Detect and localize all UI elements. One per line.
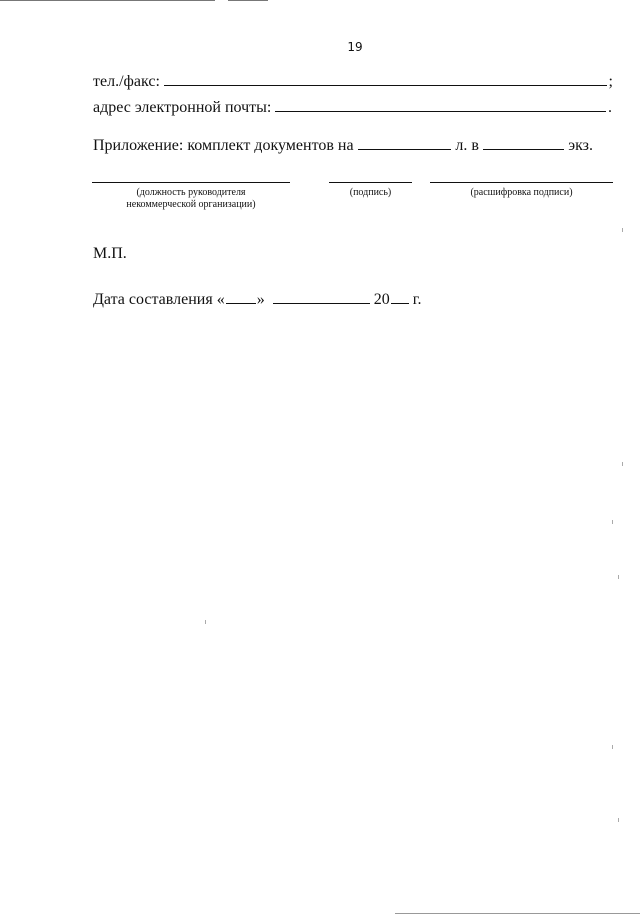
tel-fax-field[interactable] bbox=[164, 72, 607, 86]
email-row bbox=[93, 98, 612, 117]
signature-decoding-line[interactable] bbox=[430, 182, 613, 183]
scan-speck bbox=[622, 228, 623, 232]
appendix-copies-unit: экз. bbox=[568, 137, 593, 154]
scan-edge-top bbox=[0, 0, 215, 1]
position-caption-line1: (должность руководителя bbox=[136, 187, 246, 198]
scan-speck bbox=[612, 520, 613, 524]
date-label: Дата составления « bbox=[93, 291, 225, 308]
decoding-caption: (расшифровка подписи) bbox=[470, 187, 573, 198]
signature-line[interactable] bbox=[329, 182, 412, 183]
date-year-prefix: 20 bbox=[373, 291, 390, 308]
date-month-field[interactable] bbox=[273, 290, 370, 304]
position-caption bbox=[92, 187, 290, 211]
email-field[interactable] bbox=[275, 98, 606, 112]
scan-speck bbox=[618, 818, 619, 822]
page-number: 19 bbox=[347, 40, 363, 54]
tel-fax-row bbox=[93, 72, 613, 91]
date-year-suffix: г. bbox=[412, 291, 422, 308]
date-day-field[interactable] bbox=[226, 290, 256, 304]
email-label: адрес электронной почты: bbox=[93, 99, 272, 116]
appendix-pages-field[interactable] bbox=[358, 136, 452, 150]
scan-speck bbox=[612, 745, 613, 749]
email-end: . bbox=[608, 99, 612, 116]
position-signature-line[interactable] bbox=[92, 182, 290, 183]
signature-caption: (подпись) bbox=[349, 187, 392, 198]
stamp-place: М.П. bbox=[93, 245, 127, 262]
scan-edge-top-segment bbox=[228, 0, 268, 1]
tel-fax-label: тел./факс: bbox=[93, 73, 160, 90]
appendix-label: Приложение: комплект документов на bbox=[93, 137, 354, 154]
scan-speck bbox=[618, 575, 619, 579]
date-row bbox=[93, 290, 421, 309]
date-year-field[interactable] bbox=[391, 290, 409, 304]
scan-speck bbox=[622, 462, 623, 466]
appendix-copies-field[interactable] bbox=[483, 136, 564, 150]
date-close-quote: » bbox=[256, 291, 265, 308]
position-caption-line2: некоммерческой организации) bbox=[126, 199, 256, 210]
scan-speck bbox=[205, 620, 206, 624]
appendix-pages-unit: л. в bbox=[455, 137, 479, 154]
tel-fax-end: ; bbox=[608, 73, 613, 90]
appendix-row bbox=[93, 136, 593, 155]
